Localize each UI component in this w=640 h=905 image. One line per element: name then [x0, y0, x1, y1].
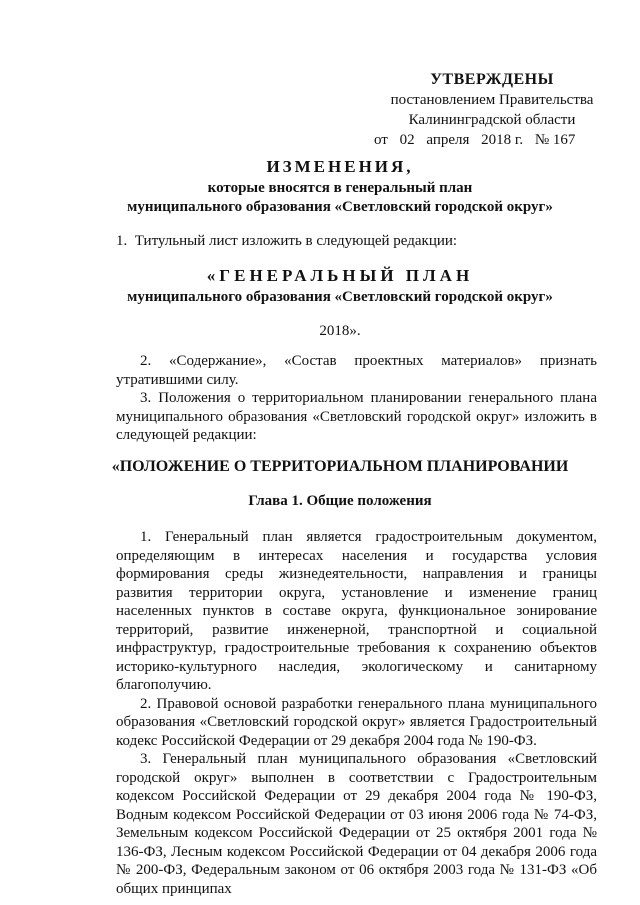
approval-line-2: Калининградской области [408, 112, 576, 128]
changes-title: ИЗМЕНЕНИЯ, [266, 157, 414, 176]
changes-subtitle-2: муниципального образования «Светловский городской округ» [127, 199, 553, 215]
items-block [116, 352, 597, 445]
general-plan-year: 2018». [319, 323, 361, 339]
approval-date-prefix: от [374, 132, 388, 148]
item-3: 3. Положения о территориальном планировании генерального плана муниципального образования «Светловский городской округ» изложить в следующей редакции: [116, 390, 597, 443]
item-1: 1. Титульный лист изложить в следующей редакции: [116, 233, 458, 249]
approval-date-line [372, 130, 612, 150]
approval-stamp [372, 70, 612, 150]
general-plan-title: «ГЕНЕРАЛЬНЫЙ ПЛАН [206, 266, 474, 285]
approval-date-day: 02 [399, 132, 415, 148]
approval-date-year: 2018 г. [481, 132, 524, 148]
changes-subtitle-1: которые вносятся в генеральный план [207, 180, 473, 196]
regulation-body [116, 528, 597, 898]
approval-number: № 167 [534, 132, 576, 148]
approval-title: УТВЕРЖДЕНЫ [430, 71, 554, 88]
regulation-title: «ПОЛОЖЕНИЕ О ТЕРРИТОРИАЛЬНОМ ПЛАНИРОВАНИИ [111, 458, 569, 475]
approval-line-1: постановлением Правительства [390, 92, 594, 108]
regulation-paragraph-3: 3. Генеральный план муниципального образования «Светловский городской округ» выполнен в соответствии с Градостроительным кодексом Российской Федерации от 29 декабря 2004 года № 190-ФЗ, Водным кодексом Российской Федерации от 03 июня 2006 года № 74-ФЗ, Земельным кодексом Российской Федерации от 25 октября 2001 года № 136-ФЗ, Лесным кодексом Российской Федерации от 04 декабря 2006 года № 200-ФЗ, Федеральным законом от 06 октября 2003 года № 131-ФЗ «Об общих принципах [116, 751, 597, 897]
regulation-paragraph-1: 1. Генеральный план является градостроительным документом, определяющим в интересах населения и государства условия формирования среды жизнедеятельности, направления и границы развития территории округа, установление и изменение границ населенных пунктов в составе округа, функциональное зонирование территорий, развитие инженерной, транспортной и социальной инфраструктур, градостроительные требования к сохранению объектов историко-культурного наследия, экологическому и санитарному благополучию. [116, 529, 597, 693]
item-2: 2. «Содержание», «Состав проектных материалов» признать утратившими силу. [116, 353, 597, 388]
regulation-paragraph-2: 2. Правовой основой разработки генерального плана муниципального образования «Светловский городской округ» является Градостроительный кодекс Российской Федерации от 29 декабря 2004 года № 190-ФЗ. [116, 695, 597, 749]
approval-date-month: апреля [426, 132, 470, 148]
general-plan-subtitle: муниципального образования «Светловский городской округ» [127, 289, 553, 305]
chapter-title: Глава 1. Общие положения [248, 493, 432, 509]
